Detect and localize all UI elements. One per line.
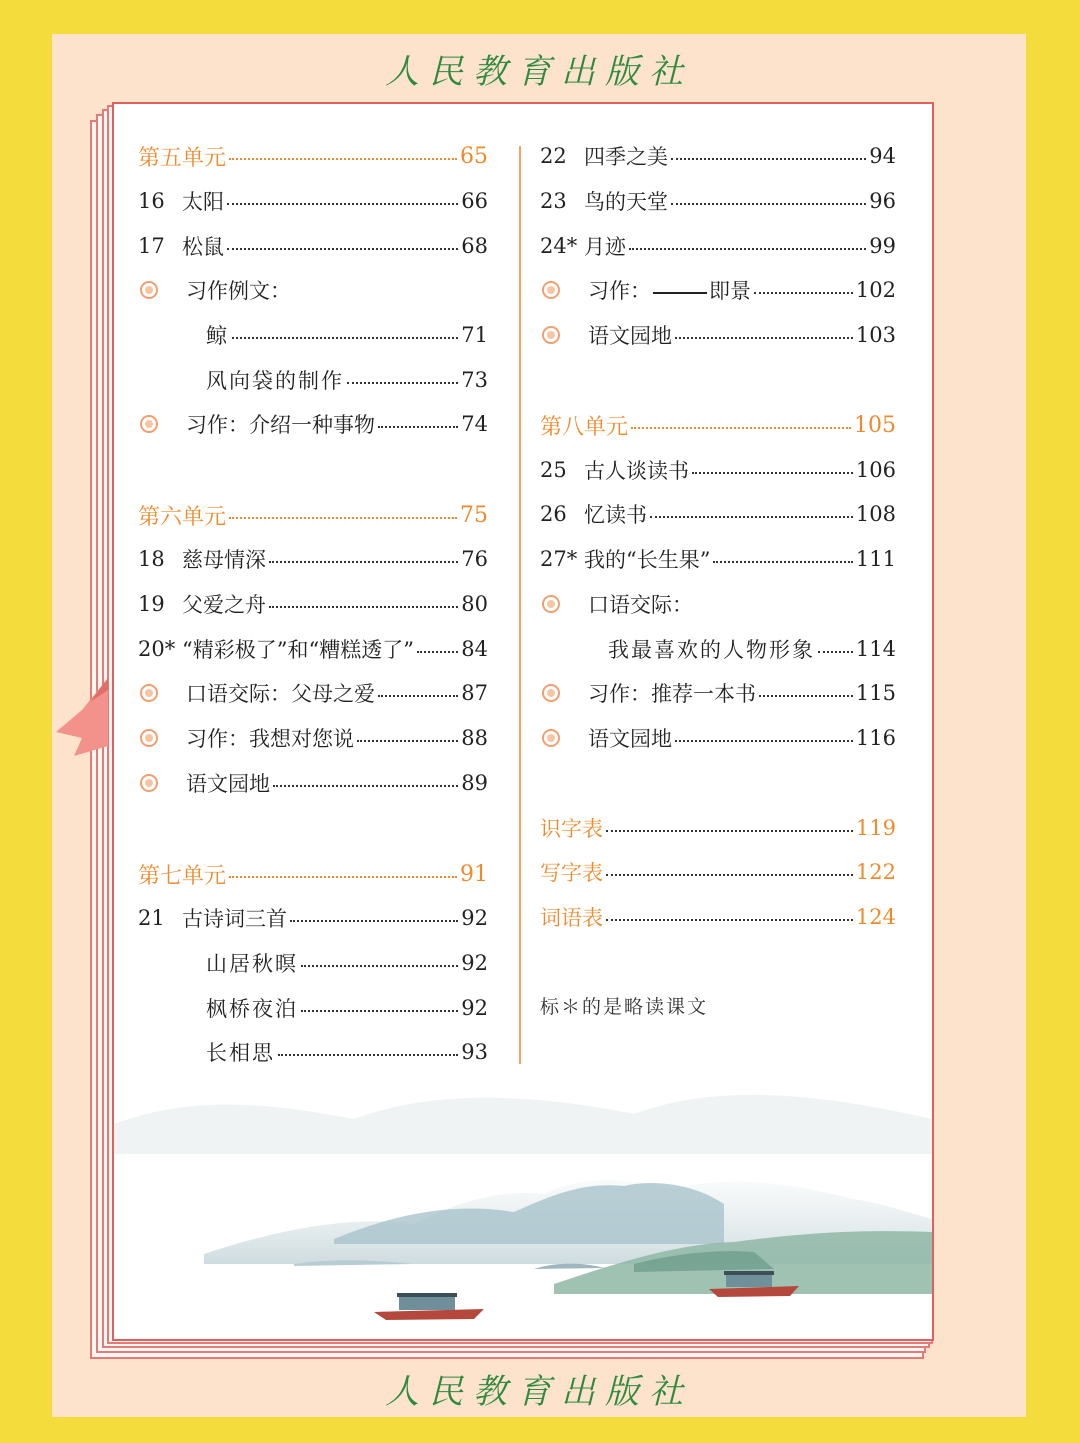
- toc-entry[interactable]: [540, 810, 896, 846]
- page-number: 124: [855, 905, 896, 929]
- toc-entry[interactable]: [138, 228, 488, 264]
- entry-title: 松鼠: [182, 235, 224, 259]
- circle-bullet-icon: [542, 729, 560, 747]
- footnote: 标＊的是略读课文: [540, 996, 709, 1018]
- entry-title: 月迹: [584, 235, 626, 259]
- toc-entry[interactable]: [138, 765, 488, 801]
- page-number: 87: [461, 681, 488, 705]
- toc-entry[interactable]: [138, 183, 488, 219]
- entry-title: 鲸: [206, 324, 229, 348]
- dot-leader: [227, 201, 458, 205]
- page-number: 105: [854, 412, 896, 438]
- circle-bullet-icon: [542, 326, 560, 344]
- dot-leader: [269, 559, 458, 563]
- dot-leader: [269, 604, 458, 608]
- dot-leader: [629, 246, 866, 250]
- entry-title: 古诗词三首: [182, 907, 287, 931]
- lesson-number: 21: [138, 906, 165, 930]
- lesson-number: 20*: [138, 637, 176, 661]
- toc-entry[interactable]: [540, 228, 896, 264]
- toc-entry[interactable]: [138, 990, 488, 1026]
- page-number: 73: [461, 368, 488, 392]
- dot-leader: [818, 649, 853, 653]
- page-number: 74: [461, 412, 488, 436]
- dot-leader: [606, 917, 853, 921]
- dot-leader: [675, 335, 853, 339]
- dot-leader: [301, 1008, 458, 1012]
- dot-leader: [278, 1052, 458, 1056]
- toc-entry[interactable]: [138, 945, 488, 981]
- page-number: 108: [855, 502, 896, 526]
- toc-entry[interactable]: [138, 586, 488, 622]
- page-number: 115: [855, 681, 896, 705]
- fill-blank-line: [653, 292, 707, 294]
- lesson-number: 27*: [540, 547, 578, 571]
- dot-leader: [357, 738, 458, 742]
- publisher-logo-bottom: 人民教育出版社: [385, 1372, 693, 1412]
- toc-entry[interactable]: [540, 899, 896, 935]
- toc-entry[interactable]: [540, 317, 896, 353]
- toc-entry[interactable]: [540, 541, 896, 577]
- dot-leader: [347, 380, 458, 384]
- bookmark-ribbon-icon: [52, 674, 112, 764]
- entry-title: 口语交际：父母之爱: [186, 682, 375, 706]
- toc-entry[interactable]: [540, 675, 896, 711]
- page-number: 71: [461, 323, 488, 347]
- page-number: 96: [869, 189, 896, 213]
- dot-leader: [273, 783, 458, 787]
- page-number: 99: [869, 234, 896, 258]
- dot-leader: [417, 649, 458, 653]
- column-divider: [519, 146, 521, 1064]
- circle-bullet-icon: [542, 595, 560, 613]
- dot-leader: [229, 874, 457, 878]
- dot-leader: [692, 470, 853, 474]
- entry-title: 习作：我想对您说: [186, 727, 354, 751]
- page-number: 93: [461, 1040, 488, 1064]
- circle-bullet-icon: [542, 281, 560, 299]
- entry-title-suffix: 即景: [709, 279, 751, 303]
- toc-entry[interactable]: [540, 496, 896, 532]
- entry-title: 第六单元: [138, 504, 227, 530]
- page-number: 89: [461, 771, 488, 795]
- toc-entry[interactable]: [540, 586, 896, 622]
- entry-title: 山居秋暝: [206, 952, 298, 976]
- toc-entry[interactable]: [138, 497, 488, 533]
- page-number: 111: [855, 547, 896, 571]
- entry-title: 四季之美: [584, 145, 668, 169]
- toc-entry[interactable]: [540, 138, 896, 174]
- circle-bullet-icon: [140, 774, 158, 792]
- page-number: 88: [461, 726, 488, 750]
- book-page: [52, 34, 1026, 1417]
- boat-icon: [374, 1293, 484, 1320]
- entry-title: 太阳: [182, 190, 224, 214]
- dot-leader: [378, 693, 458, 697]
- entry-title: 写字表: [540, 861, 603, 885]
- entry-title: [588, 275, 751, 305]
- toc-entry[interactable]: [540, 452, 896, 488]
- entry-title: 古人谈读书: [584, 459, 689, 483]
- dot-leader: [671, 156, 866, 160]
- page-number: 116: [855, 726, 896, 750]
- lesson-number: 18: [138, 547, 165, 571]
- entry-title: 枫桥夜泊: [206, 997, 298, 1021]
- circle-bullet-icon: [140, 729, 158, 747]
- page-number: 68: [461, 234, 488, 258]
- dot-leader: [229, 156, 457, 160]
- page-number: 122: [855, 860, 896, 884]
- entry-title: 长相思: [206, 1041, 275, 1065]
- toc-entry[interactable]: [138, 900, 488, 936]
- toc-entry[interactable]: [540, 183, 896, 219]
- landscape-illustration: [114, 1064, 932, 1339]
- lesson-number: 16: [138, 189, 165, 213]
- dot-leader: [606, 828, 853, 832]
- circle-bullet-icon: [542, 684, 560, 702]
- entry-title: 习作：推荐一本书: [588, 682, 756, 706]
- toc-sheet: [112, 102, 934, 1341]
- circle-bullet-icon: [140, 684, 158, 702]
- page-number: 80: [461, 592, 488, 616]
- toc-entry[interactable]: [138, 720, 488, 756]
- page-number: 114: [855, 637, 896, 661]
- entry-title: 鸟的天堂: [584, 190, 668, 214]
- page-number: 65: [460, 143, 488, 169]
- page-number: 103: [855, 323, 896, 347]
- toc-entry[interactable]: [138, 675, 488, 711]
- lesson-number: 23: [540, 189, 567, 213]
- entry-title: 忆读书: [584, 503, 647, 527]
- dot-leader: [631, 425, 851, 429]
- lesson-number: 22: [540, 144, 567, 168]
- entry-title: 第八单元: [540, 414, 629, 440]
- page-number: 92: [461, 996, 488, 1020]
- dot-leader: [290, 918, 458, 922]
- toc-entry[interactable]: [138, 317, 488, 353]
- entry-title: 父爱之舟: [182, 593, 266, 617]
- entry-title: 语文园地: [186, 772, 270, 796]
- toc-entry[interactable]: [138, 272, 488, 308]
- dot-leader: [606, 872, 853, 876]
- toc-entry[interactable]: [540, 854, 896, 890]
- toc-entry[interactable]: [540, 407, 896, 443]
- entry-title: 我最喜欢的人物形象: [608, 638, 815, 662]
- entry-title: 习作例文：: [186, 279, 291, 303]
- page-number: 75: [460, 502, 488, 528]
- toc-entry[interactable]: [138, 362, 488, 398]
- page-number: 106: [855, 458, 896, 482]
- circle-bullet-icon: [140, 415, 158, 433]
- page-number: 94: [869, 144, 896, 168]
- toc-entry[interactable]: [540, 631, 896, 667]
- toc-entry[interactable]: [540, 720, 896, 756]
- toc-entry[interactable]: [138, 406, 488, 442]
- entry-title: 识字表: [540, 817, 603, 841]
- dot-leader: [650, 514, 853, 518]
- page-number: 102: [855, 278, 896, 302]
- toc-entry[interactable]: [540, 272, 896, 308]
- dot-leader: [754, 290, 853, 294]
- entry-title: 第五单元: [138, 145, 227, 171]
- page-number: 76: [461, 547, 488, 571]
- entry-title: 风向袋的制作: [206, 369, 344, 393]
- dot-leader: [229, 515, 457, 519]
- lesson-number: 25: [540, 458, 567, 482]
- page-number: 66: [461, 189, 488, 213]
- entry-title: 慈母情深: [182, 548, 266, 572]
- toc-entry[interactable]: [138, 541, 488, 577]
- dot-leader: [378, 424, 458, 428]
- dot-leader: [232, 335, 458, 339]
- dot-leader: [671, 201, 866, 205]
- lesson-number: 17: [138, 234, 165, 258]
- lesson-number: 24*: [540, 234, 578, 258]
- dot-leader: [713, 559, 852, 563]
- entry-title: 语文园地: [588, 324, 672, 348]
- publisher-logo-top: 人民教育出版社: [385, 52, 693, 92]
- dot-leader: [759, 693, 853, 697]
- page-number: 84: [461, 637, 488, 661]
- toc-entry[interactable]: [138, 631, 488, 667]
- toc-entry[interactable]: [138, 138, 488, 174]
- entry-title: 我的“长生果”: [584, 548, 711, 572]
- dot-leader: [227, 246, 458, 250]
- toc-entry[interactable]: [138, 856, 488, 892]
- entry-title: 口语交际：: [588, 593, 693, 617]
- entry-title: 语文园地: [588, 727, 672, 751]
- page-number: 92: [461, 906, 488, 930]
- dot-leader: [301, 963, 458, 967]
- entry-title: 第七单元: [138, 863, 227, 889]
- page-number: 119: [855, 816, 896, 840]
- lesson-number: 19: [138, 592, 165, 616]
- entry-title-prefix: 习作：: [588, 279, 651, 303]
- dot-leader: [675, 738, 853, 742]
- page-number: 92: [461, 951, 488, 975]
- page-number: 91: [460, 861, 488, 887]
- circle-bullet-icon: [140, 281, 158, 299]
- entry-title: 词语表: [540, 906, 603, 930]
- lesson-number: 26: [540, 502, 567, 526]
- entry-title: 习作：介绍一种事物: [186, 413, 375, 437]
- entry-title: “精彩极了”和“糟糕透了”: [182, 638, 414, 662]
